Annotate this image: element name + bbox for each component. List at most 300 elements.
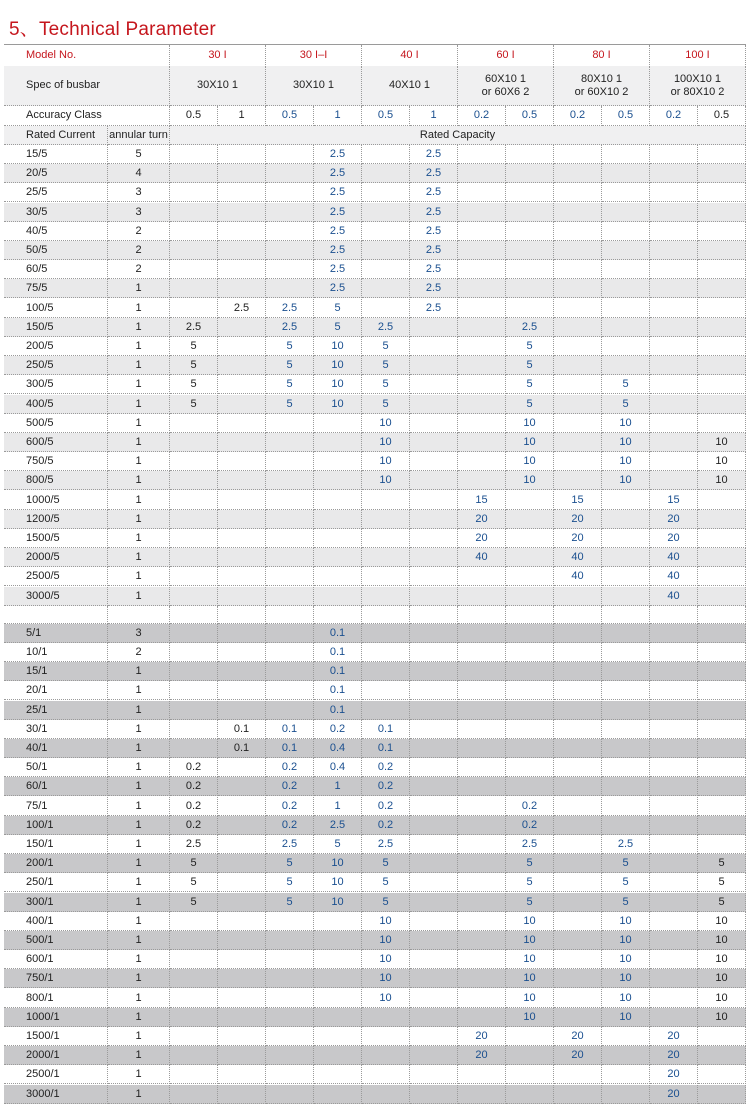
capacity-cell [218,279,266,298]
rated-current-cell: 500/5 [4,414,108,433]
capacity-cell: 5 [602,893,650,912]
capacity-cell: 40 [650,548,698,567]
capacity-cell [554,395,602,414]
capacity-cell: 10 [362,931,410,950]
capacity-cell [218,797,266,816]
capacity-cell [458,260,506,279]
capacity-cell [650,318,698,337]
turn-cell: 2 [108,222,170,241]
capacity-cell: 0.2 [170,797,218,816]
capacity-cell [266,606,314,624]
capacity-cell [362,164,410,183]
capacity-cell [218,567,266,586]
turn-cell: 1 [108,739,170,758]
capacity-cell: 5 [362,854,410,873]
capacity-cell [314,433,362,452]
table-row [4,931,746,950]
capacity-cell [458,662,506,681]
turn-cell: 1 [108,989,170,1008]
capacity-cell [170,452,218,471]
capacity-cell [698,758,746,777]
capacity-cell [698,241,746,260]
table-row [4,662,746,681]
capacity-cell [458,375,506,394]
capacity-cell: 2.5 [410,183,458,202]
capacity-cell: 20 [458,1027,506,1046]
accuracy-class: 1 [410,106,458,126]
capacity-cell: 2.5 [410,279,458,298]
capacity-cell [554,701,602,720]
capacity-cell [698,606,746,624]
capacity-cell [314,414,362,433]
capacity-cell [266,912,314,931]
capacity-cell [170,145,218,164]
capacity-cell: 2.5 [266,299,314,318]
capacity-cell [650,681,698,700]
capacity-cell [554,854,602,873]
capacity-cell [218,222,266,241]
capacity-cell [218,1085,266,1104]
capacity-cell: 10 [506,1008,554,1027]
rated-current-cell: 750/1 [4,969,108,988]
capacity-cell [170,279,218,298]
capacity-cell [314,1046,362,1065]
capacity-cell [650,969,698,988]
capacity-cell [602,241,650,260]
capacity-cell [218,624,266,643]
rated-current-cell: 2500/5 [4,567,108,586]
rated-current-cell: 1200/5 [4,510,108,529]
capacity-cell [218,433,266,452]
capacity-cell [170,912,218,931]
capacity-cell: 2.5 [410,203,458,222]
capacity-cell [698,279,746,298]
capacity-cell [218,491,266,510]
turn-cell: 1 [108,777,170,796]
capacity-cell: 2.5 [362,835,410,854]
capacity-cell [410,835,458,854]
capacity-cell [650,701,698,720]
rated-current-cell: 400/5 [4,395,108,414]
table-row [4,145,746,164]
capacity-cell [410,643,458,662]
capacity-cell [314,1027,362,1046]
capacity-cell: 5 [170,873,218,892]
rated-current-cell: 600/5 [4,433,108,452]
capacity-cell [410,758,458,777]
capacity-cell [410,854,458,873]
turn-cell: 1 [108,835,170,854]
capacity-cell [362,183,410,202]
capacity-cell [602,681,650,700]
capacity-cell [698,816,746,835]
capacity-cell: 2.5 [266,318,314,337]
capacity-cell [362,548,410,567]
capacity-cell [698,529,746,548]
capacity-cell: 5 [362,375,410,394]
capacity-cell [218,414,266,433]
capacity-cell [458,816,506,835]
capacity-cell: 2.5 [314,183,362,202]
capacity-cell [314,606,362,624]
capacity-cell: 10 [362,969,410,988]
busbar-spec: 40X10 1 [362,66,458,106]
capacity-cell [554,662,602,681]
capacity-cell [218,1008,266,1027]
capacity-cell [650,989,698,1008]
capacity-cell [554,816,602,835]
capacity-cell: 10 [506,471,554,490]
table-row [4,222,746,241]
capacity-cell [410,491,458,510]
turn-cell: 1 [108,1008,170,1027]
capacity-cell [218,318,266,337]
capacity-cell: 10 [506,414,554,433]
table-row [4,299,746,318]
capacity-cell [410,701,458,720]
accuracy-class: 1 [314,106,362,126]
capacity-cell [650,950,698,969]
capacity-cell [698,643,746,662]
capacity-cell: 2.5 [410,164,458,183]
capacity-cell [218,548,266,567]
capacity-cell: 10 [698,471,746,490]
capacity-cell [410,356,458,375]
turn-cell: 1 [108,681,170,700]
capacity-cell [506,662,554,681]
capacity-cell: 5 [602,375,650,394]
capacity-cell [170,1008,218,1027]
capacity-cell: 5 [506,873,554,892]
turn-cell: 1 [108,720,170,739]
rated-current-cell: 150/1 [4,835,108,854]
table-row [4,279,746,298]
turn-cell: 1 [108,969,170,988]
capacity-cell: 40 [650,587,698,606]
capacity-cell [698,260,746,279]
capacity-cell: 10 [698,950,746,969]
capacity-cell: 10 [362,912,410,931]
capacity-cell [410,452,458,471]
capacity-cell [698,356,746,375]
capacity-cell: 0.2 [266,797,314,816]
capacity-cell [170,414,218,433]
rated-current-cell: 2000/5 [4,548,108,567]
capacity-cell [410,662,458,681]
capacity-cell [266,701,314,720]
capacity-cell: 0.1 [314,662,362,681]
capacity-cell: 0.2 [362,797,410,816]
capacity-cell [650,203,698,222]
capacity-cell: 10 [506,931,554,950]
capacity-cell [698,1065,746,1084]
capacity-cell [602,1046,650,1065]
capacity-cell [698,1046,746,1065]
capacity-cell [506,548,554,567]
capacity-cell [602,164,650,183]
capacity-cell [410,1027,458,1046]
capacity-cell [602,606,650,624]
capacity-cell [410,395,458,414]
table-row [4,203,746,222]
capacity-cell: 2.5 [410,241,458,260]
capacity-cell: 10 [506,950,554,969]
rated-current-cell: 40/5 [4,222,108,241]
capacity-cell: 5 [266,337,314,356]
rated-current-cell: 50/1 [4,758,108,777]
capacity-cell [362,624,410,643]
turn-cell: 2 [108,643,170,662]
capacity-cell [698,222,746,241]
capacity-cell [650,720,698,739]
capacity-cell [362,701,410,720]
capacity-cell [698,318,746,337]
capacity-cell [266,491,314,510]
capacity-cell [506,643,554,662]
rated-current-cell: 40/1 [4,739,108,758]
capacity-cell [506,241,554,260]
capacity-cell [650,777,698,796]
capacity-cell [170,624,218,643]
capacity-cell [698,414,746,433]
capacity-cell [266,624,314,643]
capacity-cell: 15 [554,491,602,510]
capacity-cell: 10 [314,395,362,414]
capacity-cell [650,797,698,816]
capacity-cell [602,797,650,816]
turn-cell: 1 [108,337,170,356]
capacity-cell [650,1008,698,1027]
turn-cell: 1 [108,318,170,337]
capacity-cell [410,1085,458,1104]
rated-current-cell: 3000/1 [4,1085,108,1104]
table-row [4,1046,746,1065]
capacity-cell [170,1065,218,1084]
capacity-cell [506,739,554,758]
rated-current-cell: 1000/5 [4,491,108,510]
capacity-cell [554,337,602,356]
capacity-cell [266,222,314,241]
capacity-cell [266,471,314,490]
capacity-cell: 5 [170,395,218,414]
capacity-cell: 5 [266,375,314,394]
capacity-cell [650,739,698,758]
capacity-cell [410,1008,458,1027]
capacity-cell [506,720,554,739]
capacity-cell [314,491,362,510]
capacity-cell [362,529,410,548]
capacity-cell: 5 [506,854,554,873]
rated-current-cell: 25/5 [4,183,108,202]
capacity-cell [410,337,458,356]
capacity-cell [506,567,554,586]
capacity-cell [458,950,506,969]
capacity-cell: 10 [698,912,746,931]
capacity-cell [650,931,698,950]
turn-cell: 1 [108,701,170,720]
accuracy-class: 0.2 [554,106,602,126]
capacity-cell [314,529,362,548]
capacity-cell [362,279,410,298]
capacity-cell [218,203,266,222]
capacity-cell [170,203,218,222]
capacity-cell [698,567,746,586]
capacity-cell [650,643,698,662]
capacity-cell [602,548,650,567]
capacity-cell: 10 [506,969,554,988]
capacity-cell [506,606,554,624]
capacity-cell: 40 [650,567,698,586]
capacity-cell [362,606,410,624]
capacity-cell [506,222,554,241]
capacity-cell: 5 [314,299,362,318]
capacity-cell [218,395,266,414]
turn-cell: 4 [108,164,170,183]
capacity-cell: 5 [170,375,218,394]
capacity-cell [170,950,218,969]
capacity-cell [602,1085,650,1104]
capacity-cell [410,510,458,529]
capacity-cell [650,260,698,279]
capacity-cell [458,299,506,318]
capacity-cell [458,643,506,662]
capacity-cell: 5 [170,893,218,912]
capacity-cell [650,395,698,414]
capacity-cell [266,969,314,988]
table-row [4,529,746,548]
capacity-cell [458,395,506,414]
capacity-cell [698,203,746,222]
capacity-cell [218,183,266,202]
rated-current-cell: 2500/1 [4,1065,108,1084]
turn-cell: 1 [108,1065,170,1084]
capacity-cell: 5 [698,893,746,912]
capacity-cell [218,241,266,260]
capacity-cell [362,1065,410,1084]
capacity-cell [458,452,506,471]
capacity-cell [458,873,506,892]
capacity-cell: 5 [266,873,314,892]
capacity-cell [266,950,314,969]
capacity-cell: 2.5 [314,203,362,222]
capacity-cell [266,203,314,222]
capacity-cell [218,529,266,548]
capacity-cell [506,203,554,222]
capacity-cell [458,835,506,854]
rated-current-cell: 400/1 [4,912,108,931]
turn-cell: 1 [108,375,170,394]
capacity-cell: 5 [314,835,362,854]
capacity-cell [698,587,746,606]
capacity-cell: 0.1 [218,739,266,758]
capacity-cell: 10 [314,337,362,356]
rated-current-cell: 500/1 [4,931,108,950]
table-row [4,797,746,816]
capacity-cell [314,1085,362,1104]
capacity-cell [266,1008,314,1027]
capacity-cell [554,989,602,1008]
capacity-cell [506,279,554,298]
capacity-cell [362,662,410,681]
table-row [4,491,746,510]
capacity-cell: 5 [266,356,314,375]
capacity-cell [314,452,362,471]
capacity-cell [554,720,602,739]
rated-current-cell: 300/5 [4,375,108,394]
capacity-cell [362,1008,410,1027]
capacity-cell [314,912,362,931]
capacity-cell [554,414,602,433]
accuracy-class: 0.5 [698,106,746,126]
capacity-cell [410,777,458,796]
capacity-cell [554,912,602,931]
capacity-cell [554,375,602,394]
capacity-cell: 0.2 [170,777,218,796]
capacity-cell [362,222,410,241]
capacity-cell [698,681,746,700]
capacity-cell [650,164,698,183]
table-row [4,624,746,643]
capacity-cell: 10 [506,452,554,471]
rated-current-cell: 30/1 [4,720,108,739]
capacity-cell [218,931,266,950]
capacity-cell [458,739,506,758]
capacity-cell [362,241,410,260]
capacity-cell: 2.5 [410,299,458,318]
capacity-cell: 10 [602,433,650,452]
capacity-cell [170,241,218,260]
capacity-cell: 10 [314,873,362,892]
capacity-cell [650,816,698,835]
capacity-cell [218,1065,266,1084]
capacity-cell: 20 [458,1046,506,1065]
capacity-cell [554,222,602,241]
table-row [4,587,746,606]
capacity-cell [698,395,746,414]
table-row [4,739,746,758]
capacity-cell: 10 [506,433,554,452]
capacity-cell [458,1008,506,1027]
capacity-cell: 5 [698,873,746,892]
busbar-spec: 80X10 1 or 60X10 2 [554,66,650,106]
capacity-cell [170,931,218,950]
table-row [4,701,746,720]
capacity-cell: 2.5 [170,318,218,337]
capacity-cell [410,681,458,700]
capacity-cell: 2.5 [314,145,362,164]
turn-cell: 1 [108,873,170,892]
table-row [4,1065,746,1084]
capacity-cell: 5 [506,337,554,356]
capacity-cell [506,510,554,529]
capacity-cell [218,164,266,183]
capacity-cell [266,989,314,1008]
rated-current-cell: 250/5 [4,356,108,375]
capacity-cell: 5 [170,854,218,873]
capacity-cell [170,183,218,202]
capacity-cell [266,183,314,202]
capacity-cell: 20 [554,1027,602,1046]
capacity-cell [554,299,602,318]
capacity-cell: 15 [458,491,506,510]
capacity-cell [362,260,410,279]
rated-current-cell: 100/5 [4,299,108,318]
capacity-cell [458,797,506,816]
model-header: 60 I [458,45,554,67]
capacity-cell [362,1085,410,1104]
capacity-cell [410,529,458,548]
capacity-cell [218,260,266,279]
